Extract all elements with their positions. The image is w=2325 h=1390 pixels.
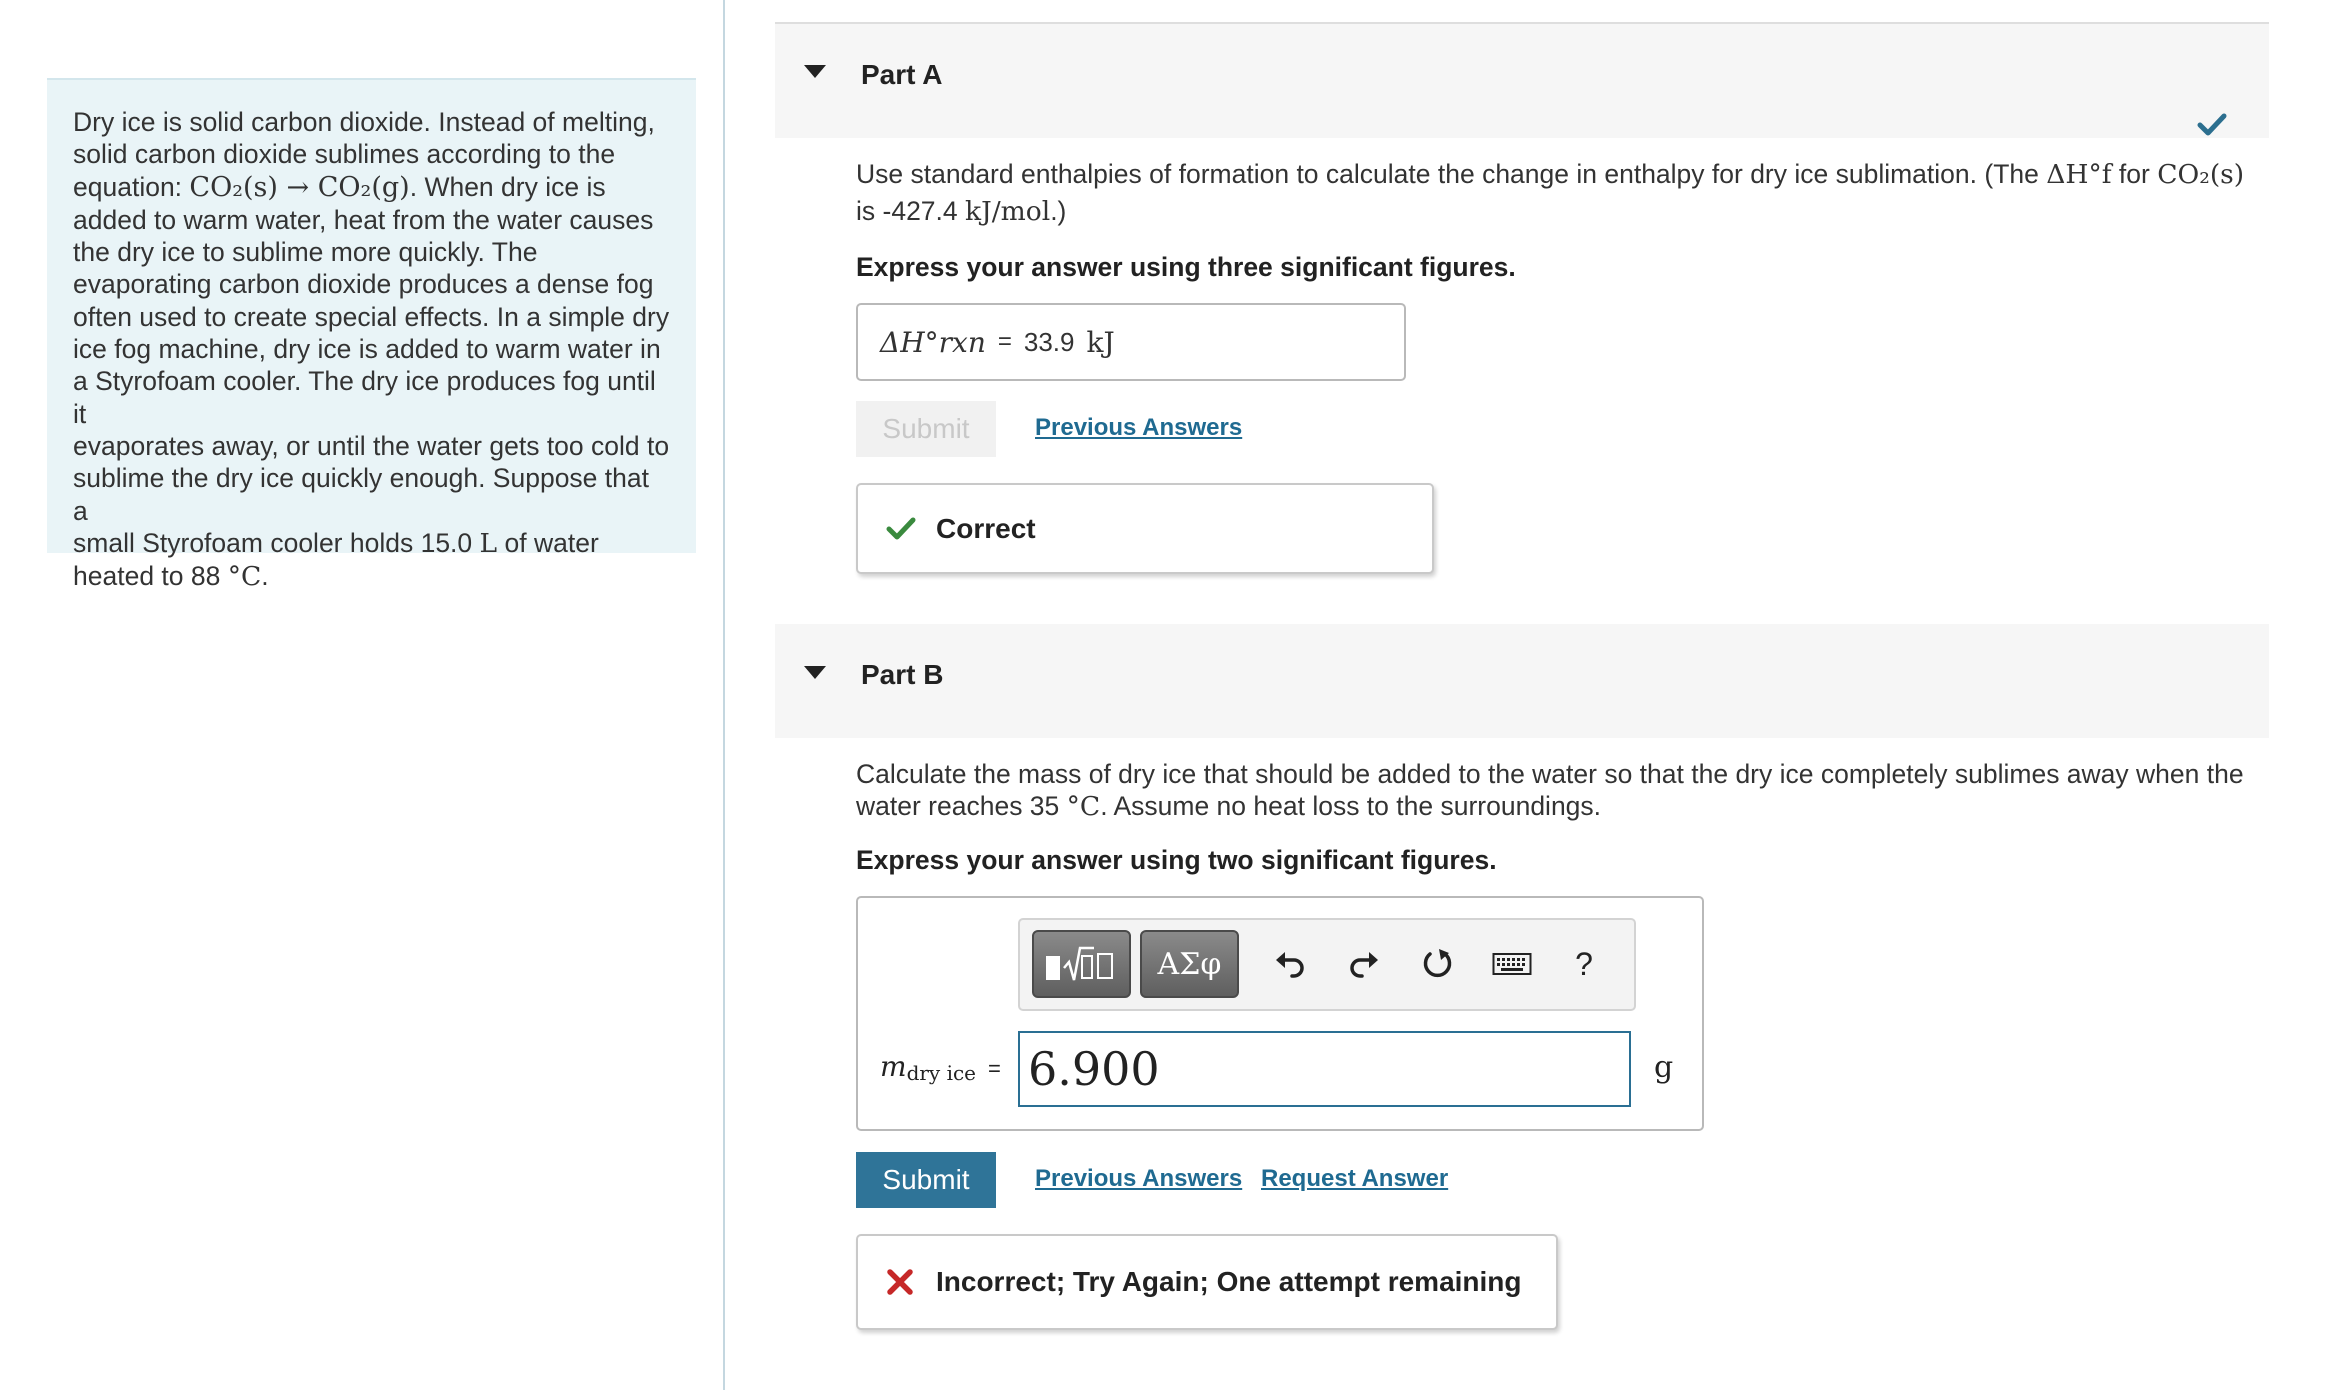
part-b-submit-button[interactable]: Submit (856, 1152, 996, 1208)
part-a-answer-box (856, 303, 1406, 381)
intro-line: . (261, 561, 269, 592)
intro-line: ice fog machine, dry ice is added to warm water in (73, 334, 661, 365)
part-b-header[interactable] (775, 624, 2269, 738)
answer-value: 33.9 (1023, 326, 1075, 357)
intro-line: sublime the dry ice quickly enough. Suppose that a (73, 463, 649, 526)
collapse-triangle-icon[interactable] (804, 65, 826, 78)
undo-button[interactable] (1266, 940, 1314, 988)
intro-line: evaporating carbon dioxide produces a dense fog (73, 269, 654, 300)
column-divider (723, 0, 725, 1390)
delta-hf-symbol: ΔH°f (2046, 159, 2112, 190)
part-a-previous-answers-link[interactable]: Previous Answers (1035, 414, 1243, 441)
part-b-instruction: Express your answer using two significant figures. (856, 845, 1497, 875)
intro-line: of water (497, 527, 599, 558)
redo-icon (1346, 946, 1382, 982)
equals-sign: = (997, 328, 1012, 355)
part-b-feedback-incorrect (856, 1234, 1558, 1330)
help-icon: ? (1575, 945, 1593, 982)
question-text: is -427.4 (856, 196, 966, 226)
undo-icon (1272, 946, 1308, 982)
part-b-answer-input[interactable] (1018, 1031, 1631, 1107)
intro-line: equation: (73, 171, 190, 202)
part-a-title: Part A (861, 59, 943, 90)
keyboard-icon (1492, 951, 1532, 977)
incorrect-x-icon (886, 1268, 914, 1296)
question-text: for (2111, 159, 2158, 189)
part-b-question (856, 758, 2266, 823)
part-b-previous-answers-link[interactable]: Previous Answers (1035, 1165, 1243, 1192)
math-toolbar (1018, 918, 1636, 1011)
part-b-answer-label (880, 1050, 1001, 1083)
unit-celsius: °C (227, 561, 262, 593)
unit-kj-per-mol: kJ/mol (965, 196, 1051, 227)
templates-button[interactable] (1032, 930, 1131, 998)
part-b-title: Part B (861, 659, 944, 690)
unit-celsius: °C (1066, 791, 1101, 822)
part-a-feedback-correct (856, 483, 1434, 574)
reset-icon (1419, 945, 1457, 983)
part-b-request-answer-link[interactable]: Request Answer (1261, 1165, 1449, 1192)
question-text: Calculate the mass of dry ice that should be added to the water so that the dry ice completely sublimes away when the (856, 759, 2244, 789)
answer-input-value: 6.900 (1028, 1042, 1160, 1096)
answer-unit: kJ (1086, 325, 1115, 359)
intro-line: the dry ice to sublime more quickly. The (73, 237, 538, 268)
symbols-label: ΑΣφ (1157, 946, 1222, 982)
help-button[interactable] (1560, 940, 1608, 988)
part-a-header[interactable] (775, 22, 2269, 138)
reset-button[interactable] (1414, 940, 1462, 988)
intro-panel (47, 78, 696, 593)
collapse-triangle-icon[interactable] (804, 666, 826, 679)
mass-variable: m (880, 1050, 907, 1083)
intro-line: often used to create special effects. In a simple dry (73, 301, 670, 332)
part-a-question (856, 156, 2256, 230)
intro-text (73, 106, 670, 593)
symbols-button[interactable] (1140, 930, 1239, 998)
intro-line: small Styrofoam cooler holds 15.0 (73, 527, 480, 558)
redo-button[interactable] (1340, 940, 1388, 988)
intro-line: added to warm water, heat from the water causes (73, 204, 654, 235)
question-text: .) (1050, 196, 1067, 226)
intro-line: solid carbon dioxide sublimes according to the (73, 139, 616, 170)
correct-check-icon (886, 516, 916, 542)
intro-line: heated to 88 (73, 561, 228, 592)
templates-icon (1042, 940, 1122, 988)
intro-line: Dry ice is solid carbon dioxide. Instead of melting, (73, 107, 655, 137)
part-a-complete-check-icon (2197, 112, 2287, 143)
part-b-answer-unit: g (1654, 1050, 1674, 1085)
equals-sign: = (988, 1056, 1001, 1081)
question-text: . Assume no heat loss to the surroundings. (1100, 791, 1602, 821)
answer-label: ΔH°rxn (880, 325, 986, 359)
intro-line: evaporates away, or until the water gets too cold to (73, 430, 670, 461)
unit-liters: L (479, 527, 498, 559)
part-a-submit-button[interactable]: Submit (856, 401, 996, 457)
question-text: water reaches 35 (856, 791, 1067, 821)
question-text: Use standard enthalpies of formation to calculate the change in enthalpy for dry ice sublimation. (The (856, 159, 2047, 189)
keyboard-button[interactable] (1488, 940, 1536, 988)
intro-line: . When dry ice is (409, 171, 606, 202)
part-a-instruction: Express your answer using three significant figures. (856, 252, 1516, 282)
mass-subscript: dry ice (906, 1061, 977, 1085)
feedback-text: Incorrect; Try Again; One attempt remaining (936, 1266, 1522, 1297)
feedback-text: Correct (936, 512, 1036, 544)
sublimation-equation: CO₂(s) → CO₂(g) (189, 171, 410, 203)
co2-solid: CO₂(s) (2157, 159, 2245, 190)
intro-line: a Styrofoam cooler. The dry ice produces fog until it (73, 366, 656, 429)
